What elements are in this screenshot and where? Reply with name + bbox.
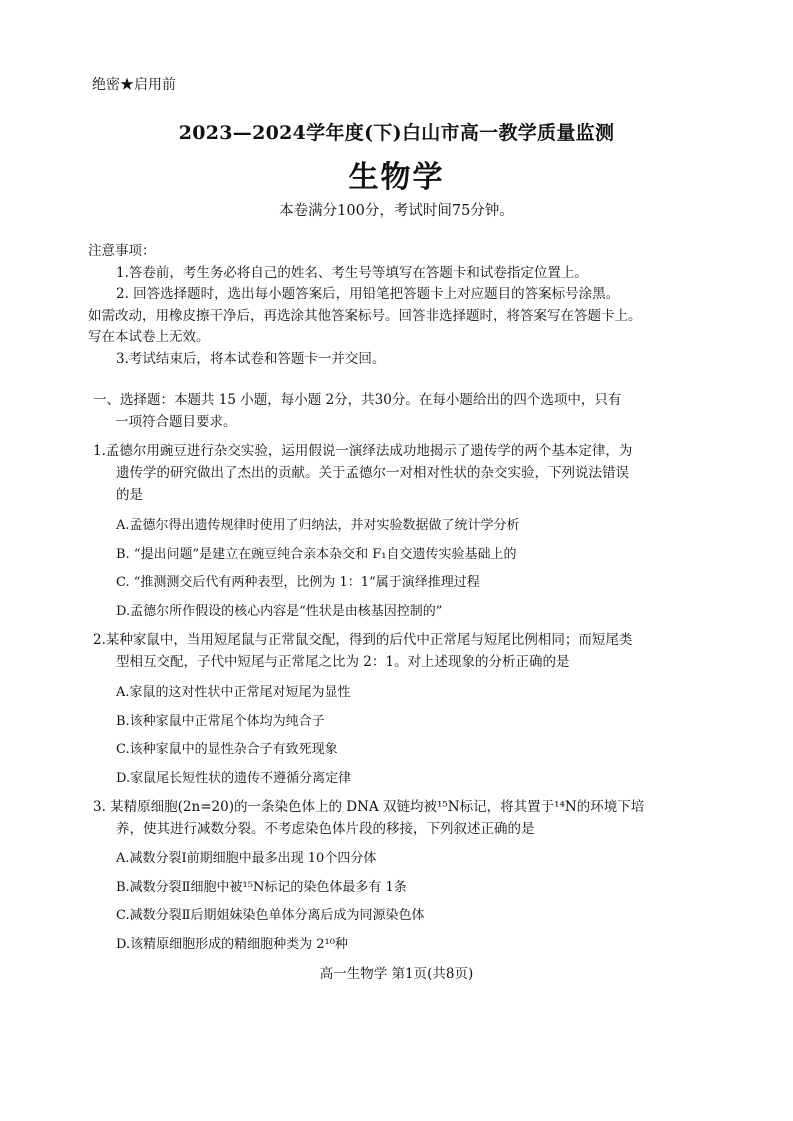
stem-line: 遗传学的研究做出了杰出的贡献。关于孟德尔一对相对性状的杂交实验，下列说法错误 xyxy=(116,465,629,481)
question-1-option-a[interactable]: A.孟德尔得出遗传规律时使用了归纳法，并对实验数据做了统计学分析 xyxy=(116,518,520,533)
question-2-option-c[interactable]: C.该种家鼠中的显性杂合子有致死现象 xyxy=(116,742,338,757)
question-1-option-b[interactable]: B. “提出问题”是建立在豌豆纯合亲本杂交和 F₁自交遗传实验基础上的 xyxy=(116,547,517,562)
stem-line: 1.孟德尔用豌豆进行杂交实验，运用假说一演绎法成功地揭示了遗传学的两个基本定律，为 xyxy=(93,443,633,459)
question-3-option-d[interactable]: D.该精原细胞形成的精细胞种类为 2¹⁰种 xyxy=(116,937,348,952)
question-2-option-b[interactable]: B.该种家鼠中正常尾个体均为纯合子 xyxy=(116,714,325,729)
note-item: 3.考试结束后，将本试卷和答题卡一并交回。 xyxy=(116,350,386,367)
question-3-option-b[interactable]: B.减数分裂Ⅱ细胞中被¹⁵N标记的染色体最多有 1条 xyxy=(116,880,407,895)
note-item: 如需改动，用橡皮擦干净后，再选涂其他答案标号。回答非选择题时，将答案写在答题卡上。 xyxy=(88,307,642,324)
stem-line: 2.某种家鼠中，当用短尾鼠与正常鼠交配，得到的后代中正常尾与短尾比例相同；而短尾类 xyxy=(93,632,633,648)
question-1-option-c[interactable]: C. “推测测交后代有两种表型，比例为 1：1”属于演绎推理过程 xyxy=(116,575,480,590)
exam-meta: 本卷满分100分，考试时间75分钟。 xyxy=(279,203,514,219)
exam-title: 2023—2024学年度(下)白山市高一教学质量监测 xyxy=(178,122,615,144)
question-2-option-d[interactable]: D.家鼠尾长短性状的遗传不遵循分离定律 xyxy=(116,771,352,786)
notes-heading: 注意事项： xyxy=(88,243,156,259)
stem-line: 型相互交配，子代中短尾与正常尾之比为 2：1。对上述现象的分析正确的是 xyxy=(116,654,570,670)
question-2-stem xyxy=(93,629,716,673)
note-item: 1.答卷前，考生务必将自己的姓名、考生号等填写在答题卡和试卷指定位置上。 xyxy=(116,264,588,281)
question-3-stem xyxy=(93,796,716,840)
question-3-option-a[interactable]: A.减数分裂Ⅰ前期细胞中最多出现 10个四分体 xyxy=(116,851,377,866)
question-1-stem xyxy=(93,440,716,506)
stem-line: 养，使其进行减数分裂。不考虑染色体片段的移接，下列叙述正确的是 xyxy=(116,821,535,837)
stem-line: 3. 某精原细胞(2n=20)的一条染色体上的 DNA 双链均被¹⁵N标记，将其置于¹⁴N的环境下培 xyxy=(93,799,645,815)
section-line: 一、选择题：本题共 15 小题，每小题 2分，共30分。在每小题给出的四个选项中，只有 xyxy=(93,392,622,408)
note-item: 2. 回答选择题时，选出每小题答案后，用铅笔把答题卡上对应题目的答案标号涂黑。 xyxy=(116,286,620,302)
notes-block xyxy=(88,241,728,370)
question-2-option-a[interactable]: A.家鼠的这对性状中正常尾对短尾为显性 xyxy=(116,685,351,700)
secret-mark: 绝密★启用前 xyxy=(92,77,176,93)
question-3-option-c[interactable]: C.减数分裂Ⅱ后期姐妹染色单体分离后成为同源染色体 xyxy=(116,908,425,923)
question-1-option-d[interactable]: D.孟德尔所作假设的核心内容是“性状是由核基因控制的” xyxy=(116,604,443,619)
section-heading xyxy=(93,389,723,433)
subject-title: 生物学 xyxy=(348,160,445,195)
stem-line: 的是 xyxy=(116,487,143,503)
note-item: 写在本试卷上无效。 xyxy=(88,329,210,345)
page-footer: 高一生物学 第1页(共8页) xyxy=(319,966,474,982)
section-line: 一项符合题目要求。 xyxy=(115,414,237,430)
